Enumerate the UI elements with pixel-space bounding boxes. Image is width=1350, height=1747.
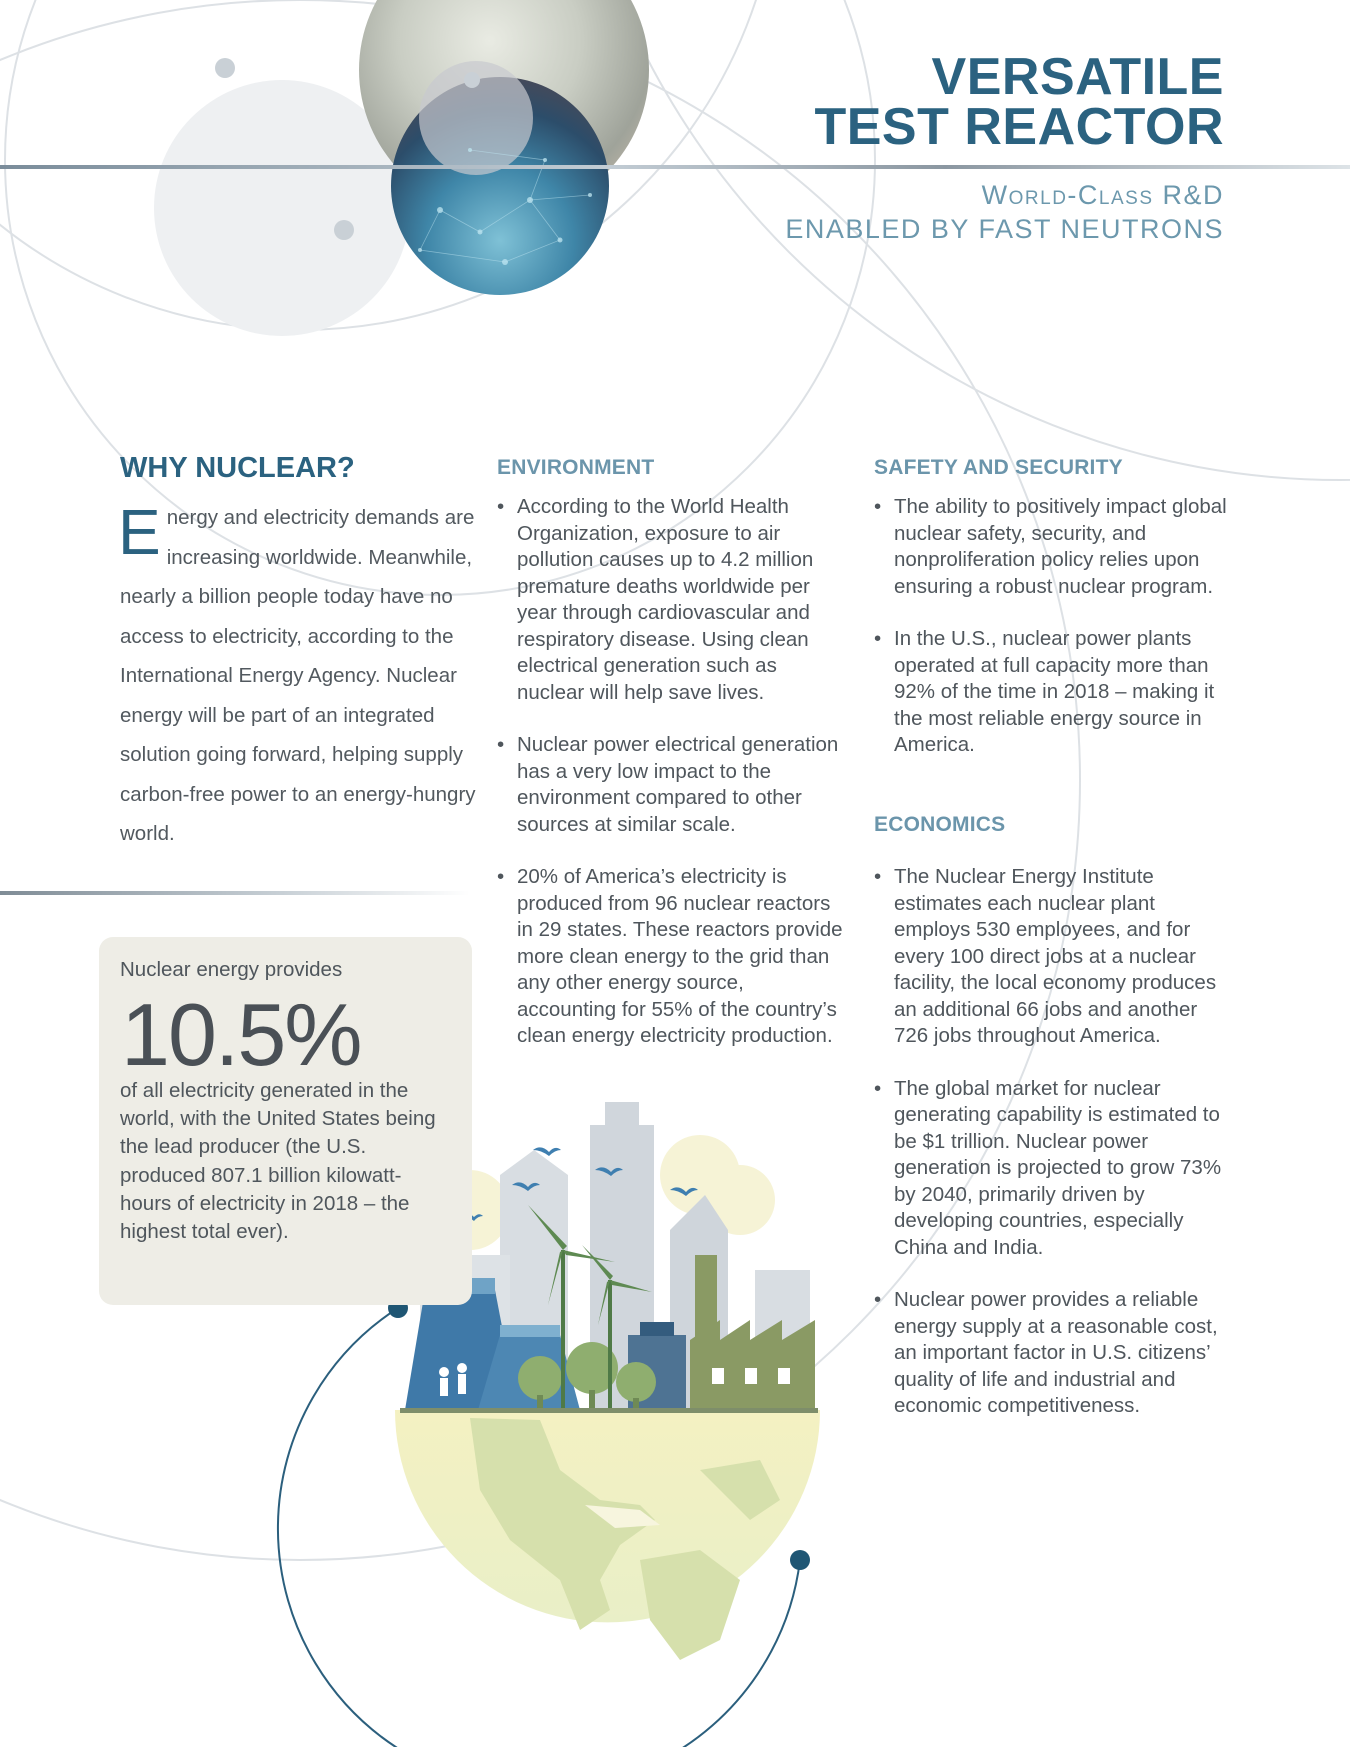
why-nuclear-heading: WHY NUCLEAR?: [120, 452, 355, 484]
environment-list: [497, 494, 847, 1050]
list-item: • 20% of America’s electricity is produced from 96 nuclear reactors in 29 states. These reactors provide more clean energy to the grid than any other energy source, accounting for 55% of the country’s clean energy electricity production.: [497, 864, 847, 1050]
economics-list: [874, 864, 1229, 1420]
subtitle-line-2: ENABLED BY FAST NEUTRONS: [785, 214, 1224, 244]
why-nuclear-body: [120, 498, 480, 854]
list-item: • The global market for nuclear generating capability is estimated to be $1 trillion. Nuclear power generation is projected to grow 73% by 2040, primarily driven by developing countries, especially China and India.: [874, 1076, 1229, 1262]
list-item: • Nuclear power electrical generation has a very low impact to the environment compared to other sources at similar scale.: [497, 732, 847, 838]
section-divider: [0, 891, 470, 895]
safety-security-list: [874, 494, 1229, 759]
ring-node-bottom: [790, 1550, 810, 1570]
stat-body-text: of all electricity generated in the world, with the United States being the lead producer (the U.S. produced 807.1 billion kilowatt-hours of electricity in 2018 – the highest total ever).: [120, 1079, 436, 1244]
safety-security-heading: SAFETY AND SECURITY: [874, 456, 1123, 479]
stat-lead-text: Nuclear energy provides: [120, 958, 343, 981]
page-subtitle: [785, 178, 1224, 246]
title-line-1: VERSATILE: [931, 48, 1224, 106]
list-item: • The Nuclear Energy Institute estimates each nuclear plant employs 530 employees, and for every 100 direct jobs at a nuclear facility, the local economy produces an additional 66 jobs and another 726 jobs throughout America.: [874, 864, 1229, 1050]
title-line-2: TEST REACTOR: [814, 98, 1224, 156]
environment-heading: ENVIRONMENT: [497, 456, 655, 479]
why-nuclear-text: nergy and electricity demands are increasing worldwide. Meanwhile, nearly a billion people today have no access to electricity, according to the International Energy Agency. Nuclear energy will be part of an integrated solution going forward, helping supply carbon-free power to an energy-hungry world.: [120, 506, 476, 845]
list-item: • The ability to positively impact global nuclear safety, security, and nonproliferation policy relies upon ensuring a robust nuclear program.: [874, 494, 1229, 600]
list-item: • According to the World Health Organization, exposure to air pollution causes up to 4.2 million premature deaths worldwide per year through cardiovascular and respiratory disease. Using clean electrical generation such as nuclear will help save lives.: [497, 494, 847, 706]
page-title: [814, 48, 1224, 156]
subtitle-line-1: World-Class R&D: [981, 180, 1224, 210]
stat-value: 10.5%: [121, 985, 361, 1084]
drop-cap: E: [118, 496, 161, 568]
list-item: • Nuclear power provides a reliable energy supply at a reasonable cost, an important factor in U.S. citizens’ quality of life and industrial and economic competitiveness.: [874, 1287, 1229, 1420]
economics-heading: ECONOMICS: [874, 813, 1006, 836]
list-item: • In the U.S., nuclear power plants operated at full capacity more than 92% of the time in 2018 – making it the most reliable energy source in America.: [874, 626, 1229, 759]
header-rule: [0, 165, 1350, 169]
